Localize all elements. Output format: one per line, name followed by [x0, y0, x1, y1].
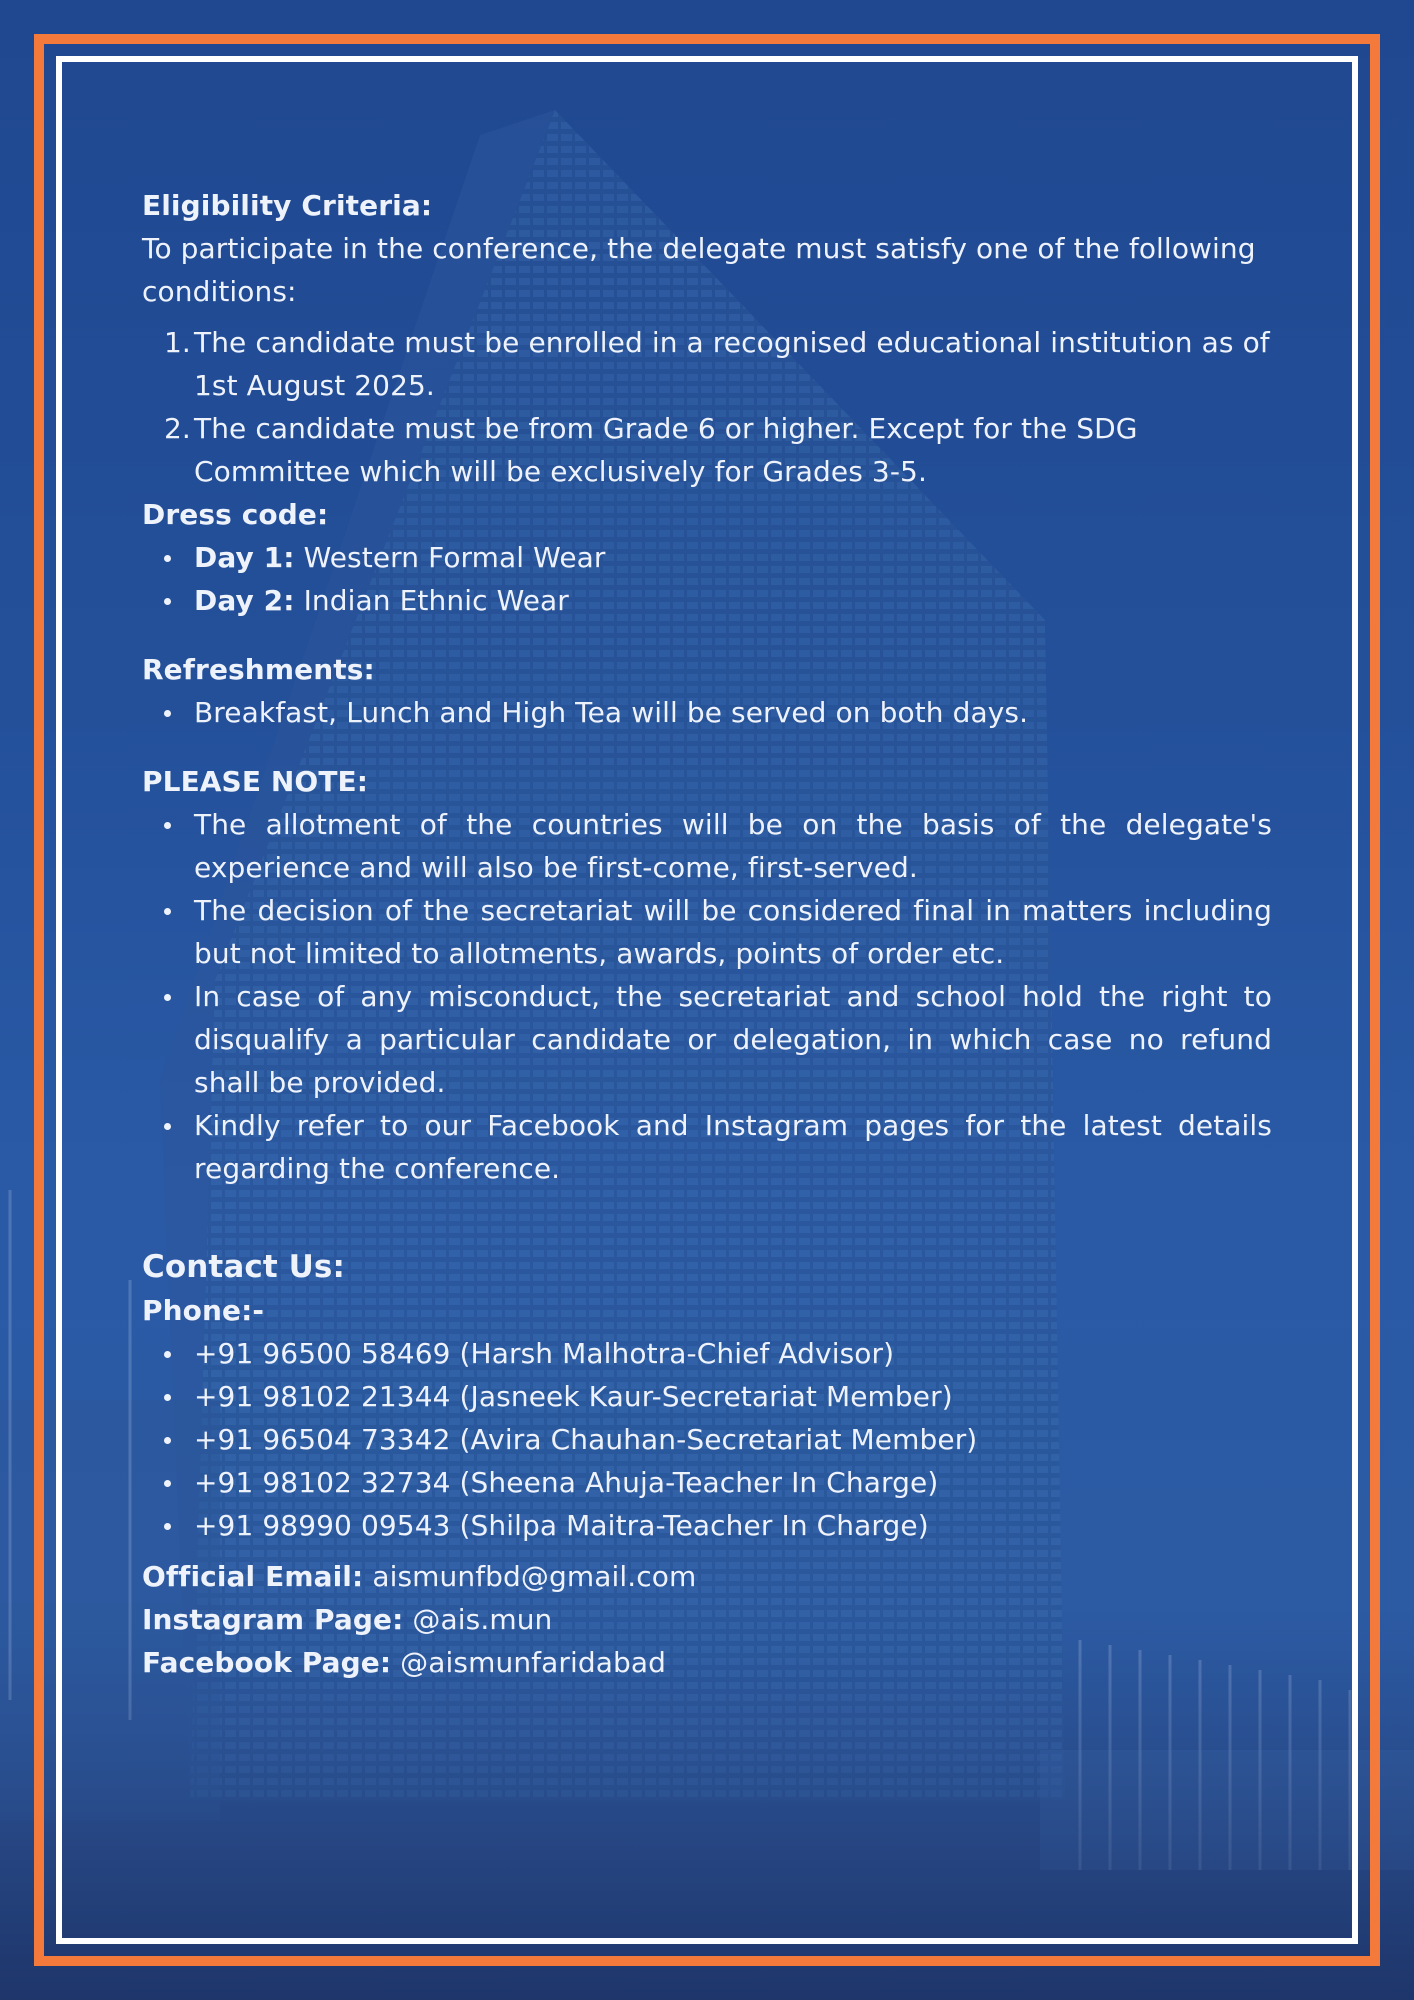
please-note-section	[142, 760, 1272, 1190]
phone-item: +91 98102 32734 (Sheena Ahuja-Teacher In Charge)	[142, 1461, 1272, 1504]
phone-item: +91 98990 09543 (Shilpa Maitra-Teacher In Charge)	[142, 1504, 1272, 1547]
refreshments-list	[142, 691, 1272, 734]
phone-item: +91 98102 21344 (Jasneek Kaur-Secretariat Member)	[142, 1375, 1272, 1418]
dress-day-text: Indian Ethnic Wear	[303, 584, 569, 617]
eligibility-heading: Eligibility Criteria:	[142, 189, 433, 222]
eligibility-section	[142, 184, 1272, 493]
eligibility-intro: To participate in the conference, the delegate must satisfy one of the following conditions:	[142, 232, 1256, 308]
facebook-value: @aismunfaridabad	[400, 1646, 667, 1679]
list-item	[142, 536, 1272, 579]
dress-day-text: Western Formal Wear	[303, 541, 606, 574]
facebook-line	[142, 1641, 1272, 1684]
list-item	[142, 579, 1272, 622]
dress-day-label: Day 1:	[194, 541, 295, 574]
instagram-value: @ais.mun	[412, 1603, 553, 1636]
instagram-line	[142, 1598, 1272, 1641]
list-item: Kindly refer to our Facebook and Instagram pages for the latest details regarding the conference.	[142, 1104, 1272, 1190]
condition-item	[142, 321, 1272, 407]
please-note-list	[142, 803, 1272, 1190]
condition-text: The candidate must be from Grade 6 or higher. Except for the SDG Committee which will be exclusively for Grades 3-5.	[194, 412, 1138, 488]
email-line	[142, 1555, 1272, 1598]
phone-list	[142, 1332, 1272, 1547]
list-item: Breakfast, Lunch and High Tea will be served on both days.	[142, 691, 1272, 734]
phone-item: +91 96504 73342 (Avira Chauhan-Secretariat Member)	[142, 1418, 1272, 1461]
phone-heading: Phone:-	[142, 1294, 265, 1327]
list-item: In case of any misconduct, the secretariat and school hold the right to disqualify a particular candidate or delegation, in which case no refund shall be provided.	[142, 975, 1272, 1104]
facebook-label: Facebook Page:	[142, 1646, 392, 1679]
condition-item	[142, 407, 1272, 493]
condition-number: 1.	[164, 326, 191, 359]
contact-heading: Contact Us:	[142, 1249, 345, 1285]
list-item: The allotment of the countries will be on the basis of the delegate's experience and will also be first-come, first-served.	[142, 803, 1272, 889]
list-item: The decision of the secretariat will be considered final in matters including but not limited to allotments, awards, points of order etc.	[142, 889, 1272, 975]
refreshments-heading: Refreshments:	[142, 653, 375, 686]
phone-item: +91 96500 58469 (Harsh Malhotra-Chief Advisor)	[142, 1332, 1272, 1375]
condition-text: The candidate must be enrolled in a recognised educational institution as of 1st August 2025.	[194, 326, 1270, 402]
contact-section	[142, 1246, 1272, 1684]
email-value: aismunfbd@gmail.com	[372, 1560, 697, 1593]
eligibility-conditions-list	[142, 321, 1272, 493]
poster-content	[142, 184, 1272, 1684]
email-label: Official Email:	[142, 1560, 364, 1593]
dress-code-heading: Dress code:	[142, 498, 329, 531]
dress-code-section	[142, 493, 1272, 622]
please-note-heading: PLEASE NOTE:	[142, 765, 369, 798]
dress-code-list	[142, 536, 1272, 622]
dress-day-label: Day 2:	[194, 584, 295, 617]
condition-number: 2.	[164, 412, 191, 445]
refreshments-section	[142, 648, 1272, 734]
instagram-label: Instagram Page:	[142, 1603, 404, 1636]
